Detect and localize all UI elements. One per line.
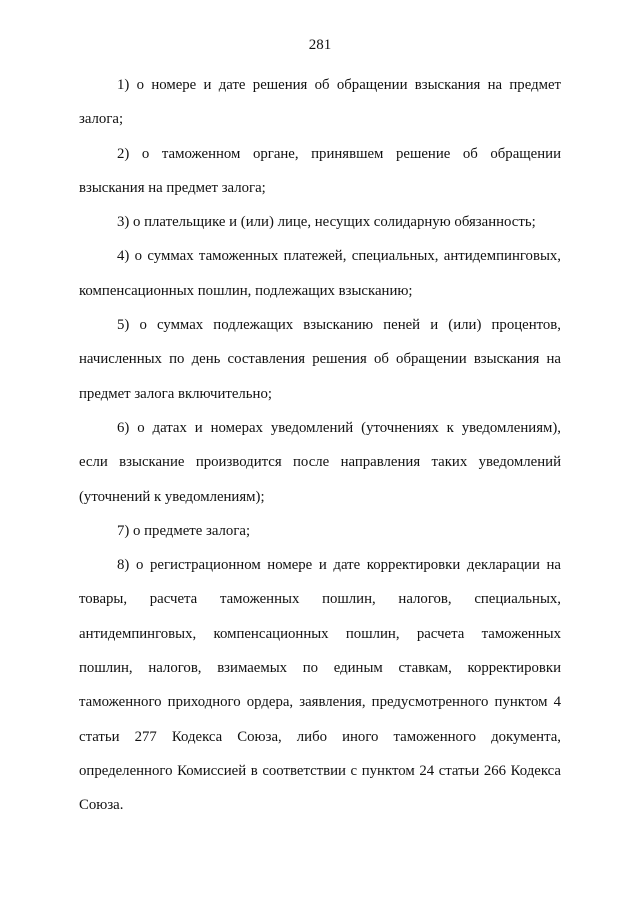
body-line: начисленных по день составления решения об обращении взыскания на xyxy=(79,351,561,368)
body-line: статьи 277 Кодекса Союза, либо иного таможенного документа, xyxy=(79,728,561,745)
body-line: 8) о регистрационном номере и дате корректировки декларации на xyxy=(117,557,561,574)
page-number: 281 xyxy=(308,37,332,53)
document-body xyxy=(79,75,561,830)
body-line: взыскания на предмет залога; xyxy=(79,179,266,196)
body-line: 1) о номере и дате решения об обращении взыскания на предмет xyxy=(117,77,561,93)
body-line: 5) о суммах подлежащих взысканию пеней и (или) процентов, xyxy=(117,317,561,334)
body-line: предмет залога включительно; xyxy=(79,385,272,402)
body-line: компенсационных пошлин, подлежащих взысканию; xyxy=(79,282,413,299)
body-line: 6) о датах и номерах уведомлений (уточнениях к уведомлениям), xyxy=(117,419,561,436)
body-line: товары, расчета таможенных пошлин, налогов, специальных, xyxy=(79,591,561,608)
body-line: если взыскание производится после направления таких уведомлений xyxy=(79,454,561,471)
body-line: залога; xyxy=(79,111,124,128)
body-line: 7) о предмете залога; xyxy=(117,522,251,539)
body-line: определенного Комиссией в соответствии с пунктом 24 статьи 266 Кодекса xyxy=(79,762,561,779)
body-line: (уточнений к уведомлениям); xyxy=(79,488,265,505)
body-line: 3) о плательщике и (или) лице, несущих солидарную обязанность; xyxy=(117,214,536,231)
body-line: 2) о таможенном органе, принявшем решение об обращении xyxy=(117,145,561,162)
body-line: таможенного приходного ордера, заявления, предусмотренного пунктом 4 xyxy=(79,694,561,711)
body-line: 4) о суммах таможенных платежей, специальных, антидемпинговых, xyxy=(117,248,561,265)
body-line: Союза. xyxy=(79,797,124,814)
body-line: антидемпинговых, компенсационных пошлин, расчета таможенных xyxy=(79,625,561,642)
body-line: пошлин, налогов, взимаемых по единым ставкам, корректировки xyxy=(79,660,561,677)
